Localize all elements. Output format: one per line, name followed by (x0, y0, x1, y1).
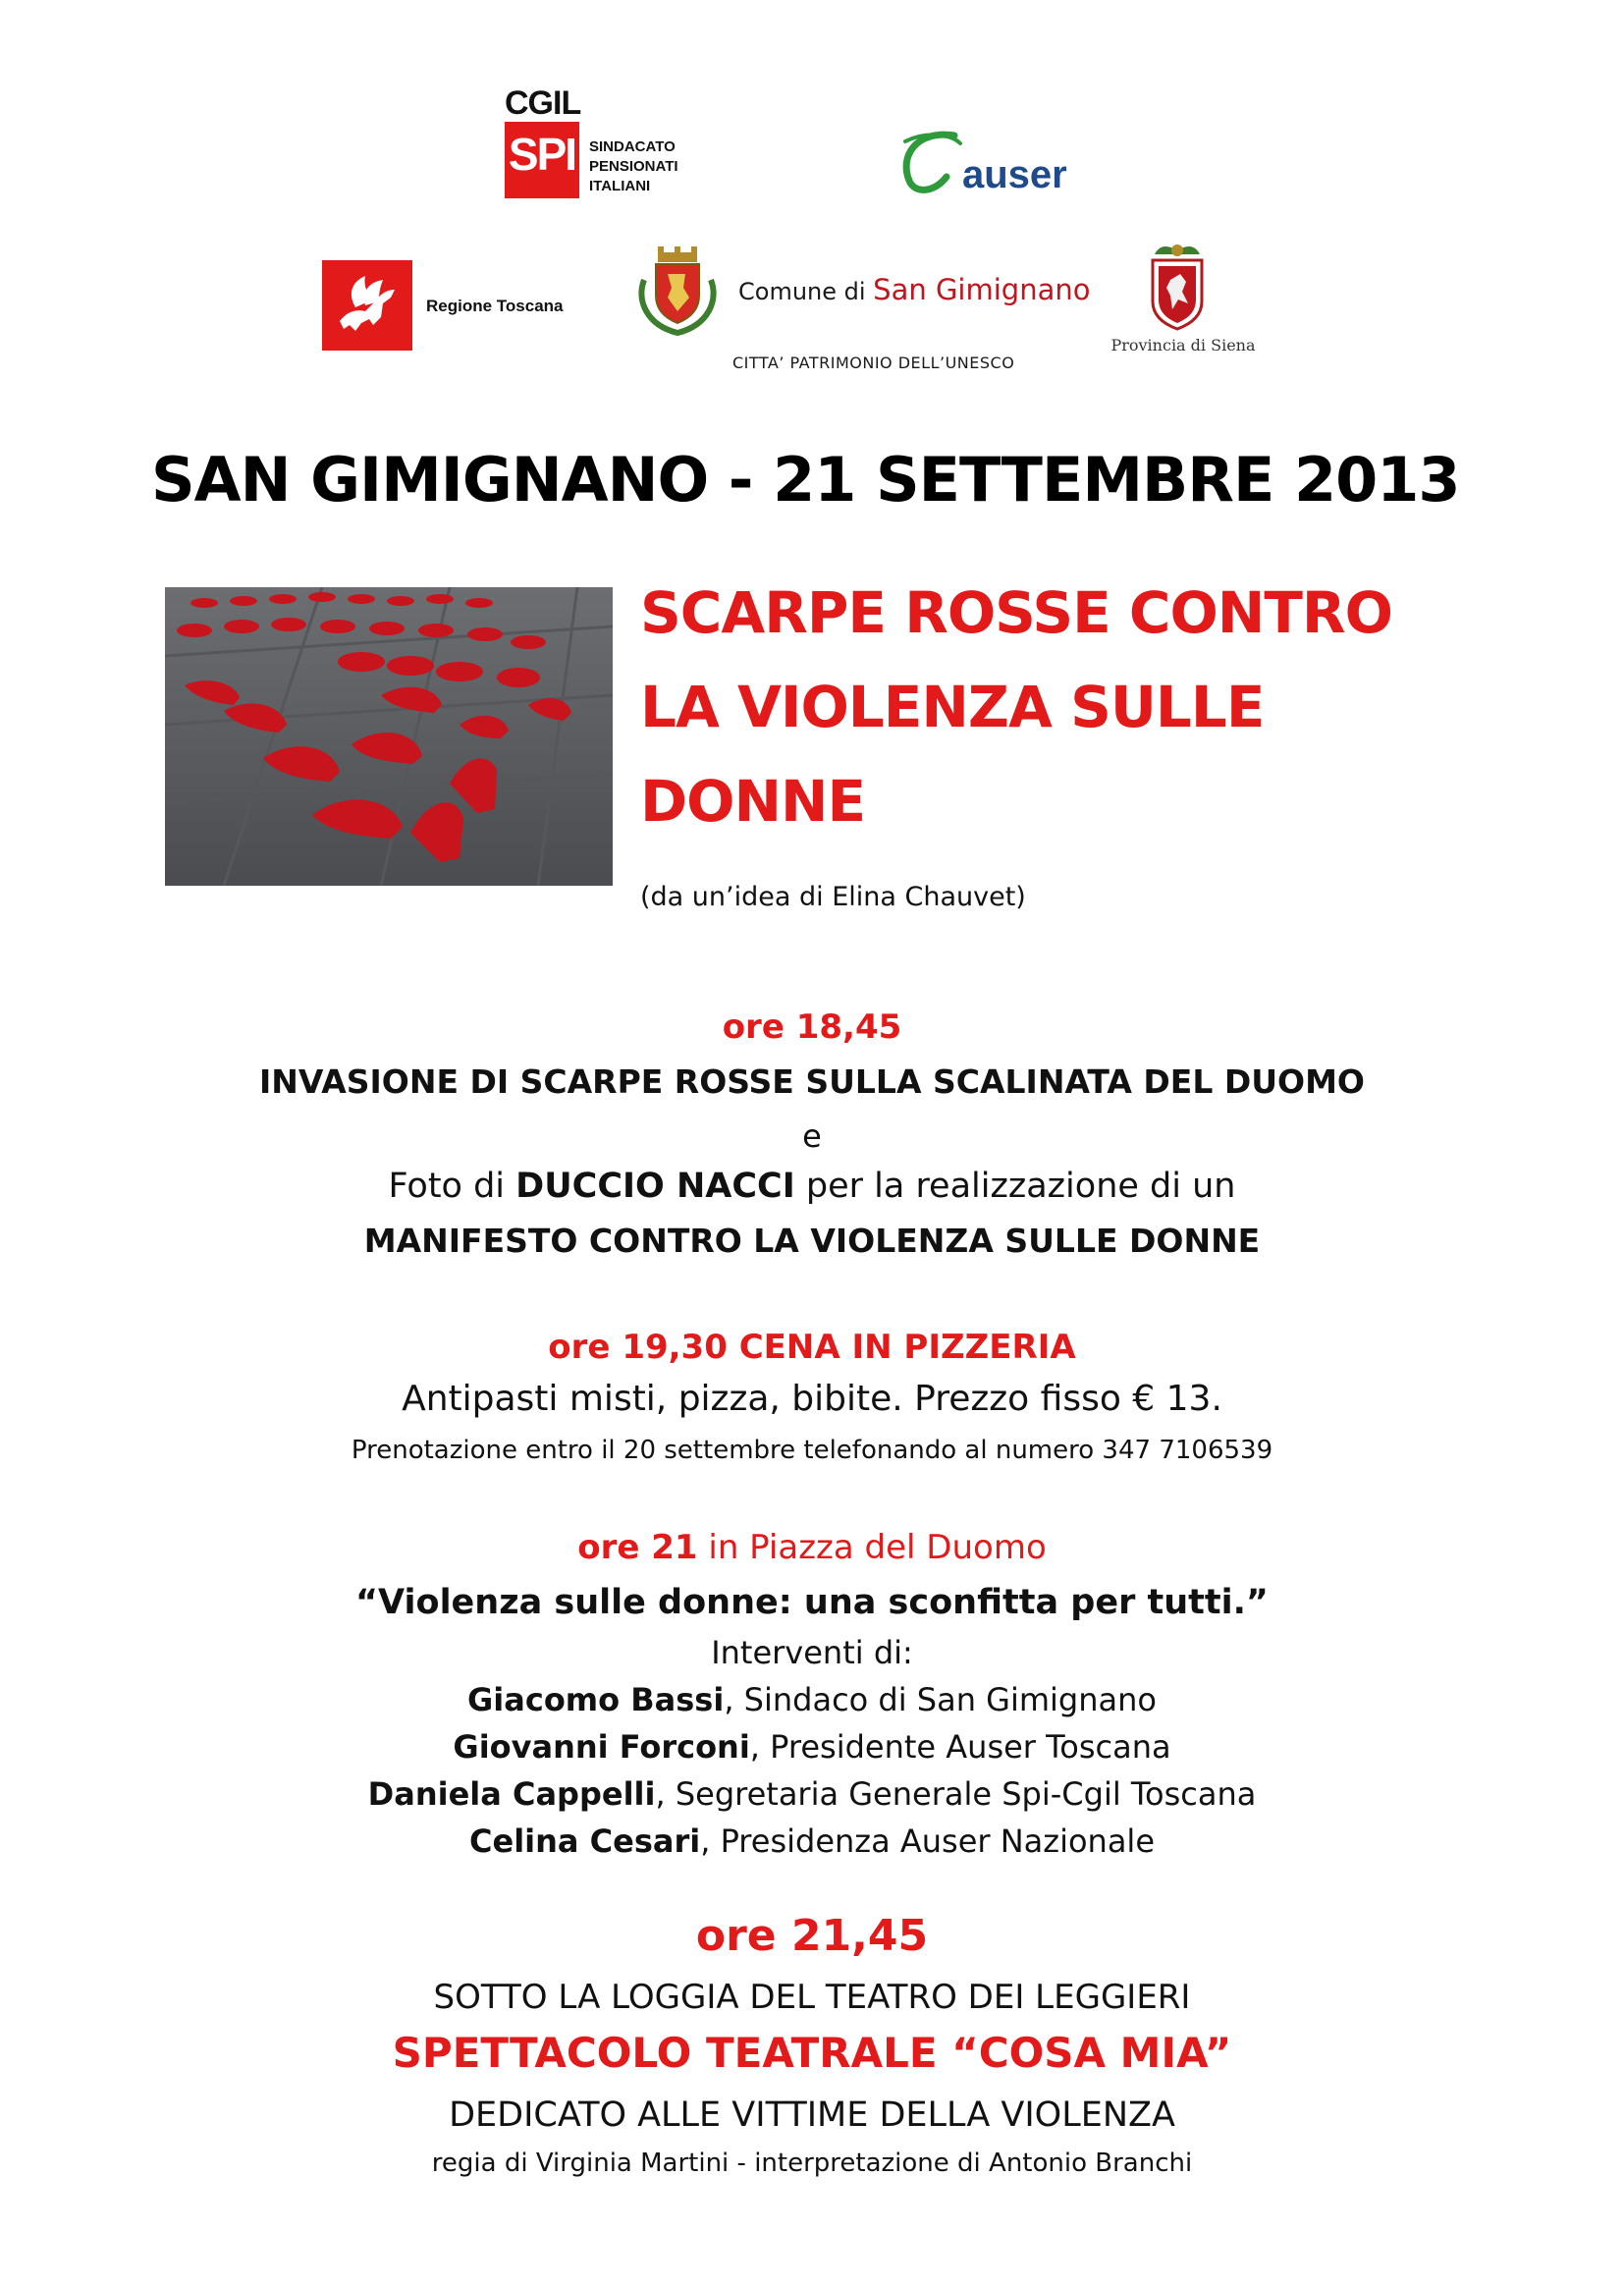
event1-line1: INVASIONE DI SCARPE ROSSE SULLA SCALINATA DEL DUOMO (259, 1062, 1365, 1101)
comune-subtitle: CITTA’ PATRIMONIO DELL’UNESCO (732, 354, 1015, 372)
event3-time-rest: in Piazza del Duomo (697, 1528, 1047, 1567)
event4-line1: SOTTO LA LOGGIA DEL TEATRO DEI LEGGIERI (433, 1978, 1191, 2017)
event4-line2: DEDICATO ALLE VITTIME DELLA VIOLENZA (449, 2095, 1175, 2135)
headline-line: LA VIOLENZA SULLE (640, 674, 1265, 740)
provincia-siena-label: Provincia di Siena (1110, 336, 1256, 354)
speaker-role: , Segretaria Generale Spi-Cgil Toscana (655, 1775, 1257, 1813)
speaker-name: Daniela Cappelli (367, 1775, 656, 1813)
event2-line2: Prenotazione entro il 20 settembre telefonando al numero 347 7106539 (351, 1436, 1273, 1465)
regione-toscana-logo (322, 260, 412, 351)
event1-line3 (0, 1167, 1624, 1206)
headline (640, 566, 1392, 848)
san-gimignano-crest-icon (628, 241, 727, 339)
speaker-line (0, 1775, 1624, 1813)
speaker-name: Celina Cesari (469, 1823, 701, 1860)
spi-subtitle-line: SINDACATO (589, 138, 676, 155)
auser-logo (895, 128, 964, 198)
speaker-role: , Presidente Auser Toscana (749, 1728, 1171, 1766)
speaker-line (0, 1728, 1624, 1766)
event2-line1: Antipasti misti, pizza, bibite. Prezzo fisso € 13. (402, 1379, 1222, 1419)
headline-line: DONNE (640, 768, 866, 835)
speaker-line (0, 1823, 1624, 1860)
spi-subtitle-line: PENSIONATI (589, 158, 678, 175)
event1-time: ore 18,45 (722, 1007, 902, 1047)
event1-line3-post: per la realizzazione di un (794, 1167, 1236, 1206)
cgil-logo-text: CGIL (505, 84, 581, 122)
photographer-name: DUCCIO NACCI (515, 1167, 795, 1206)
idea-credit: (da un’idea di Elina Chauvet) (640, 882, 1026, 912)
page-title: SAN GIMIGNANO - 21 SETTEMBRE 2013 (151, 444, 1460, 516)
event1-line4: MANIFESTO CONTRO LA VIOLENZA SULLE DONNE (363, 1222, 1261, 1260)
red-shoes-photo (165, 587, 613, 886)
regione-toscana-label: Regione Toscana (426, 297, 564, 315)
speaker-role: , Presidenza Auser Nazionale (700, 1823, 1155, 1860)
event3-time (0, 1528, 1624, 1567)
speaker-name: Giacomo Bassi (467, 1681, 725, 1718)
event1-line2: e (802, 1117, 822, 1155)
event4-show-title: SPETTACOLO TEATRALE “COSA MIA” (392, 2029, 1232, 2077)
auser-logo-text: auser (962, 153, 1067, 196)
speaker-role: , Sindaco di San Gimignano (724, 1681, 1157, 1718)
event4-time: ore 21,45 (695, 1911, 929, 1961)
spi-subtitle-line: ITALIANI (589, 178, 651, 194)
event4-line3: regia di Virginia Martini - interpretazione di Antonio Branchi (431, 2149, 1193, 2178)
event3-quote: “Violenza sulle donne: una sconfitta per tutti.” (355, 1583, 1269, 1622)
event3-intro: Interventi di: (711, 1634, 913, 1671)
event1-line3-pre: Foto di (388, 1167, 516, 1206)
comune-san-gimignano (738, 273, 1090, 306)
provincia-siena-crest-icon (1147, 241, 1208, 331)
headline-line: SCARPE ROSSE CONTRO (640, 579, 1392, 646)
comune-name: San Gimignano (873, 273, 1091, 306)
speaker-name: Giovanni Forconi (453, 1728, 750, 1766)
spi-subtitle (589, 137, 678, 196)
event2-time: ore 19,30 CENA IN PIZZERIA (548, 1328, 1076, 1367)
regione-toscana-pegasus-icon (322, 260, 412, 351)
spi-logo-text: SPI (508, 129, 576, 180)
speaker-line (0, 1681, 1624, 1718)
comune-prefix: Comune di (738, 278, 874, 305)
event3-time-bold: ore 21 (577, 1528, 698, 1567)
